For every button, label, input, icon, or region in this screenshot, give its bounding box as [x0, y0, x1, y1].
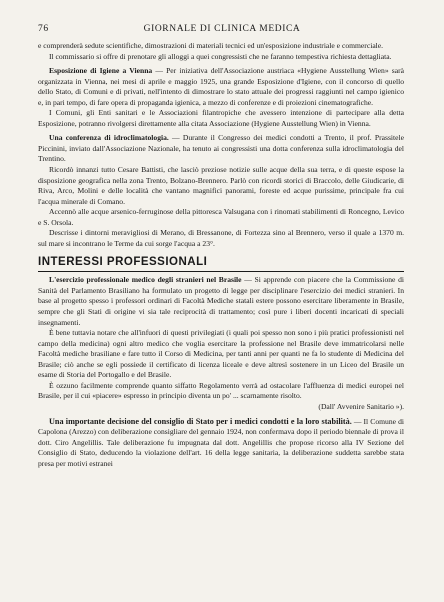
esposizione-paragraph-2: I Comuni, gli Enti sanitari e le Associazioni filantropiche che avessero intenzione di partecipare alla detta Esposizione, potranno rivolgersi direttamente alla citata Associazione (Hygiene Ausstellung Wien) in Vienna. — [38, 108, 404, 128]
page-content — [38, 41, 404, 469]
consiglio-heading: Una importante decisione del consiglio di Stato per i medici condotti e la loro stabilità. — [49, 416, 352, 426]
commissario-paragraph: Il commissario si offre di prenotare gli alloggi a quei congressisti che ne faranno tempestiva richiesta dettagliata. — [49, 51, 392, 61]
idroclimatologia-paragraph-2: Ricordò innanzi tutto Cesare Battisti, che lasciò preziose notizie sulle acque della sua terra, e di queste espose la disposizione geografica nella zona Trento, Bolzano-Brennero. Parlò con ricordi storici di Braccolo, delle Giudicarie, di Riva, Arco, Molini e delle località che vantano magnifici panorami, foreste ed acque purissime, principale fra cui l'acqua minerale di Comano. — [38, 165, 404, 206]
idroclimatologia-heading: Una conferenza di idroclimatologia. — [49, 133, 169, 143]
brasile-paragraph — [38, 275, 404, 328]
spacer — [38, 249, 404, 253]
brasile-paragraph-2: È bene tuttavia notare che all'infuori di questi privilegiati (i quali poi spesso non sono i più pratici professionisti nel campo della medicina) ogni altro medico che voglia esercitare la professione nel Brasile deve immatricolarsi nelle Facoltà mediche brasiliane e fare tutto il Corso di Medicina, per tanti anni per quanti ne fa lo studente di Medicina del Brasile; ciò anche se egli possiede il certificato di licenza liceale e deve altresì sostenere in un Liceo del Brasile un esame di Storia del Portogallo e del Brasile. — [38, 328, 404, 380]
idroclimatologia-paragraph-4: Descrisse i dintorni meravigliosi di Merano, di Bressanone, di Fortezza sino al Brennero, verso il quale a 1370 m. sul mare si incontrano le Terme da cui sorge l'acqua a 23°. — [38, 228, 404, 248]
esposizione-heading: Esposizione di Igiene a Vienna — [49, 66, 153, 76]
brasile-heading: L'esercizio professionale medico degli stranieri nel Brasile — [49, 275, 242, 285]
consiglio-body: — Il Comune di Capolona (Arezzo) con deliberazione consigliare del gennaio 1924, non confermava dopo il periodo biennale di prova il dott. Ciro Angelillis. Tale deliberazione fu impugnata dal dott. Angelillis che propose ricorso alla IV Sezione del Consiglio di Stato, deducendo la violazione dell'art. 16 della legge sanitaria, la deliberazione suddetta sarebbe stata presa per motivi estranei — [38, 416, 404, 468]
esposizione-paragraph — [38, 66, 404, 108]
intro-paragraph: e comprenderà sedute scientifiche, dimostrazioni di materiali tecnici ed un'esposizione industriale e commerciale. — [38, 41, 384, 50]
section-title: INTERESSI PROFESSIONALI — [38, 256, 208, 269]
consiglio-paragraph — [38, 417, 404, 470]
brasile-body: — Si apprende con piacere che la Commissione di Sanità del Parlamento Brasiliano ha formulato un progetto di legge per disciplinare l'esercizio dei medici stranieri. In base al progetto spesso i professori ordinari di Facoltà Mediche statali estere possono esercitare liberamente in Brasile, sempre che gli Stati di origine vi sia tale reciprocità di trattamento; così pure i liberi docenti incaricati di speciali insegnamenti. — [38, 275, 404, 327]
idroclimatologia-paragraph — [38, 133, 404, 165]
page-header — [38, 24, 406, 38]
idroclimatologia-paragraph-3: Accennò alle acque arsenico-ferruginose della pittoresca Valsugana con i rinomati stabilimenti di Roncegno, Levico e S. Orsola. — [38, 207, 404, 227]
brasile-paragraph-3: È ozzuno facilmente comprende quanto siffatto Regolamento verrà ad ostacolare l'affluenza di medici europei nel Brasile, per il cui «piacere» espresso in principio diventa un po' ... scarnamente risolto. — [38, 380, 404, 401]
esposizione-body: — Per iniziativa dell'Associazione austriaca «Hygiene Ausstellung Wien» sarà organizzata in Vienna, nei mesi di aprile e maggio 1925, una grande Esposizione d'Igiene, con il concorso di quello dello Stato, di Comuni e di privati, nell'intento di dimostrare lo stato attuale dei progressi raggiunti nel campo igienico e, in pari tempo, di fare opera di propaganda igienica, a mezzo di conferenze e di proiezioni cinematografiche. — [38, 66, 404, 107]
running-title: GIORNALE DI CLINICA MEDICA — [143, 24, 301, 34]
source-citation: (Dall' Avvenire Sanitario »). — [318, 401, 404, 411]
idroclimatologia-body: — Durante il Congresso dei medici condotti a Trento, il prof. Prassitele Piccinini, inviato dall'Associazione Nazionale, ha tenuto ai congressisti una dotta conferenza sulla idroclimatologia del Trentino. — [38, 133, 404, 164]
page-number: 76 — [38, 24, 49, 34]
section-rule — [38, 271, 404, 272]
